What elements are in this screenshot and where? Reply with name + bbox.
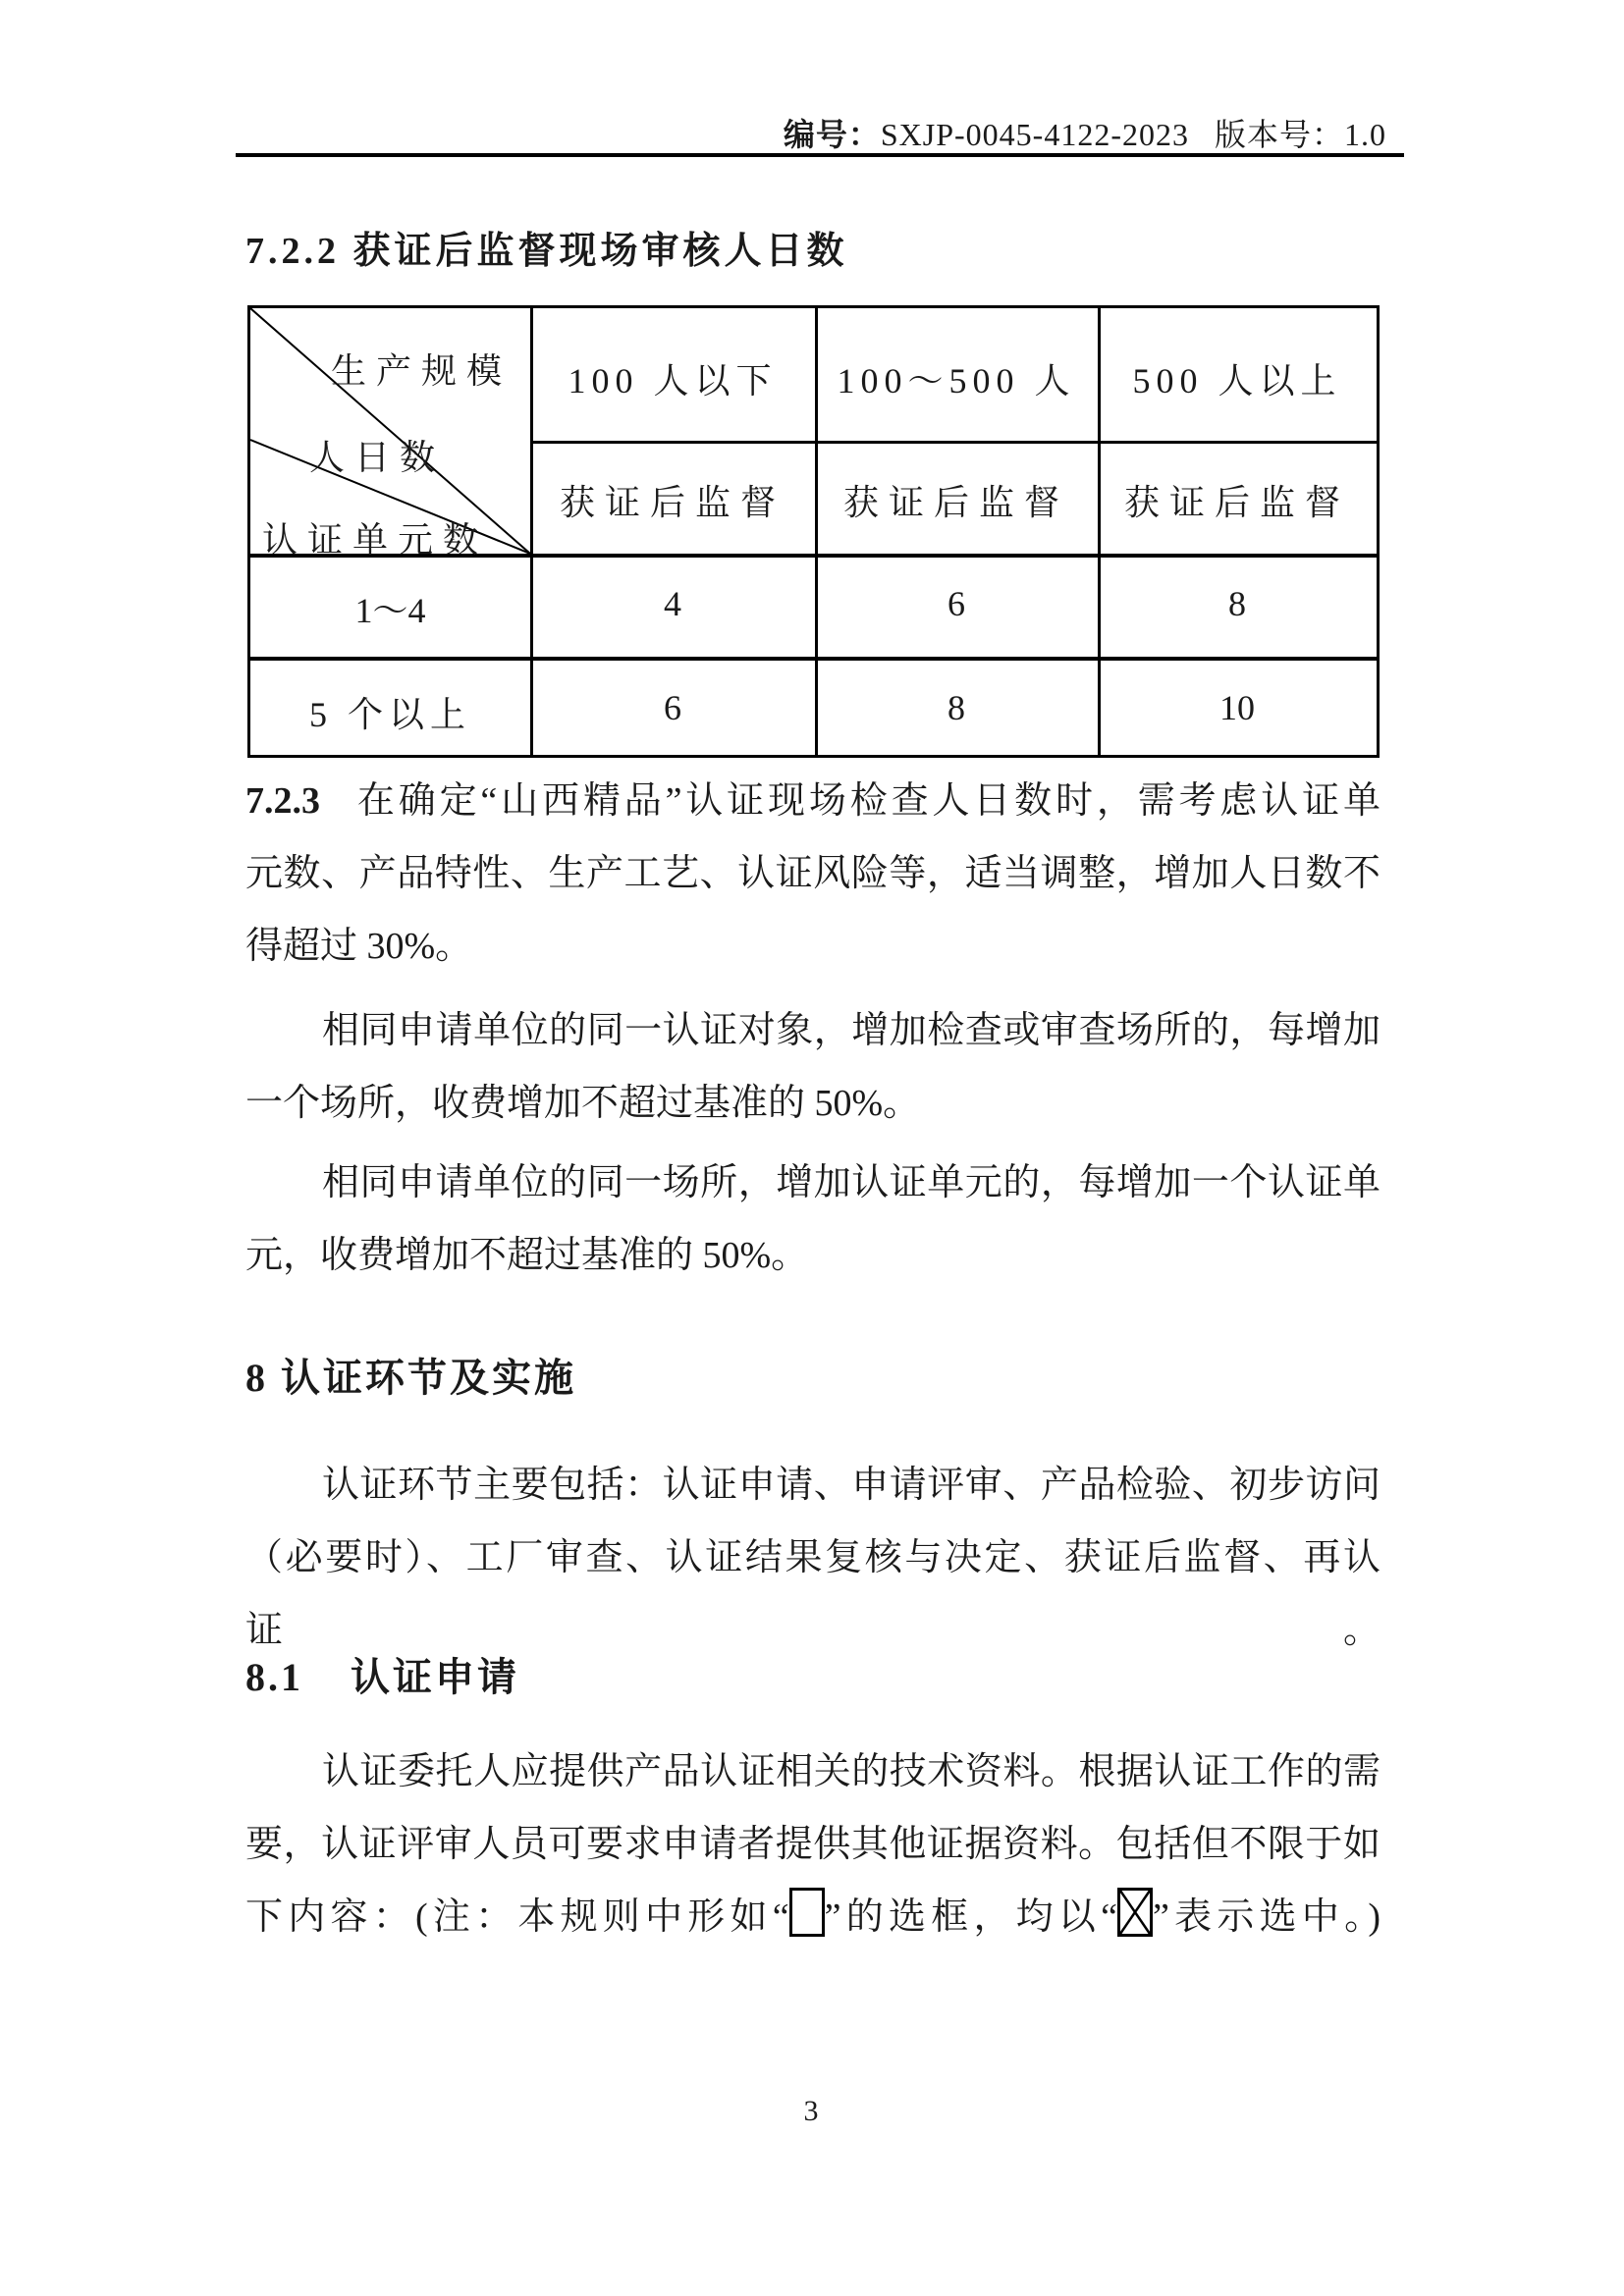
checkbox-checked-icon <box>1117 1888 1153 1937</box>
sub-header-2: 获证后监督 <box>842 483 1069 522</box>
checkbox-empty-icon <box>789 1888 825 1937</box>
section-title: 认证申请 <box>351 1655 519 1699</box>
paragraph-text: ”的选框，均以“ <box>824 1896 1118 1938</box>
paragraph-apply <box>245 1735 1380 1953</box>
document-header <box>236 110 1386 155</box>
paragraph-line <box>245 1881 1380 1953</box>
paragraph-line <box>245 765 1380 837</box>
paragraph-line: 元，收费增加不超过基准的 50%。 <box>245 1235 809 1276</box>
doc-number-value: SXJP-0045-4122-2023 <box>880 117 1189 152</box>
paragraph-text: 下内容：(注：本规则中形如“ <box>245 1896 789 1938</box>
table-hline-row-divider <box>250 657 1377 661</box>
section-heading-8: 8 认证环节及实施 <box>245 1356 576 1400</box>
col-header-3: 500 人以上 <box>1132 361 1342 400</box>
row-label-5-plus: 5 个以上 <box>308 695 471 734</box>
row2-value-3: 10 <box>1219 688 1255 727</box>
section-heading-81 <box>245 1646 519 1702</box>
paragraph-line: 相同申请单位的同一场所，增加认证单元的，每增加一个认证单 <box>322 1162 1380 1203</box>
paragraph-line: 一个场所，收费增加不超过基准的 50%。 <box>245 1083 921 1124</box>
paragraph-723 <box>245 765 1380 983</box>
row1-value-1: 4 <box>664 584 681 623</box>
header-divider <box>236 153 1404 157</box>
section-number: 8.1 <box>245 1655 303 1699</box>
corner-label-man-days: 人日数 <box>309 438 446 477</box>
corner-label-production-scale: 生产规模 <box>330 351 512 391</box>
man-day-table <box>247 305 1380 758</box>
paragraph-units <box>245 1147 1380 1292</box>
row2-value-2: 8 <box>947 688 965 727</box>
paragraph-line: 元数、产品特性、生产工艺、认证风险等，适当调整，增加人日数不 <box>245 853 1380 894</box>
section-heading-722: 7.2.2 获证后监督现场审核人日数 <box>245 231 848 272</box>
paragraph-line: （必要时）、工厂审查、认证结果复核与决定、获证后监督、再认证。 <box>245 1537 1380 1651</box>
clause-number: 7.2.3 <box>245 780 320 822</box>
corner-label-cert-units: 认证单元数 <box>262 520 489 560</box>
doc-version-value: 1.0 <box>1344 117 1386 152</box>
doc-version-label: 版本号： <box>1214 117 1344 152</box>
paragraph-text: 在确定“山西精品”认证现场检查人日数时，需考虑认证单 <box>353 780 1380 822</box>
page-number: 3 <box>803 2095 819 2127</box>
table-hline-subheader <box>530 441 1377 444</box>
paragraph-line: 认证委托人应提供产品认证相关的技术资料。根据认证工作的需 <box>322 1751 1380 1792</box>
row-label-1-4: 1～4 <box>354 591 426 630</box>
paragraph-text: ”表示选中。) <box>1153 1896 1380 1938</box>
doc-number-label: 编号： <box>783 117 881 152</box>
row2-value-1: 6 <box>664 688 681 727</box>
sub-header-3: 获证后监督 <box>1123 483 1350 522</box>
col-header-2: 100～500 人 <box>837 361 1076 400</box>
paragraph-line: 要，认证评审人员可要求申请者提供其他证据资料。包括但不限于如 <box>245 1824 1380 1865</box>
sub-header-1: 获证后监督 <box>559 483 785 522</box>
row1-value-2: 6 <box>947 584 965 623</box>
paragraph-links <box>245 1449 1380 1651</box>
col-header-1: 100 人以下 <box>568 361 778 400</box>
paragraph-line: 相同申请单位的同一认证对象，增加检查或审查场所的，每增加 <box>322 1010 1380 1051</box>
row1-value-3: 8 <box>1228 584 1246 623</box>
paragraph-line: 得超过 30%。 <box>245 926 473 967</box>
paragraph-sites <box>245 994 1380 1140</box>
paragraph-line: 认证环节主要包括：认证申请、申请评审、产品检验、初步访问 <box>322 1465 1380 1506</box>
